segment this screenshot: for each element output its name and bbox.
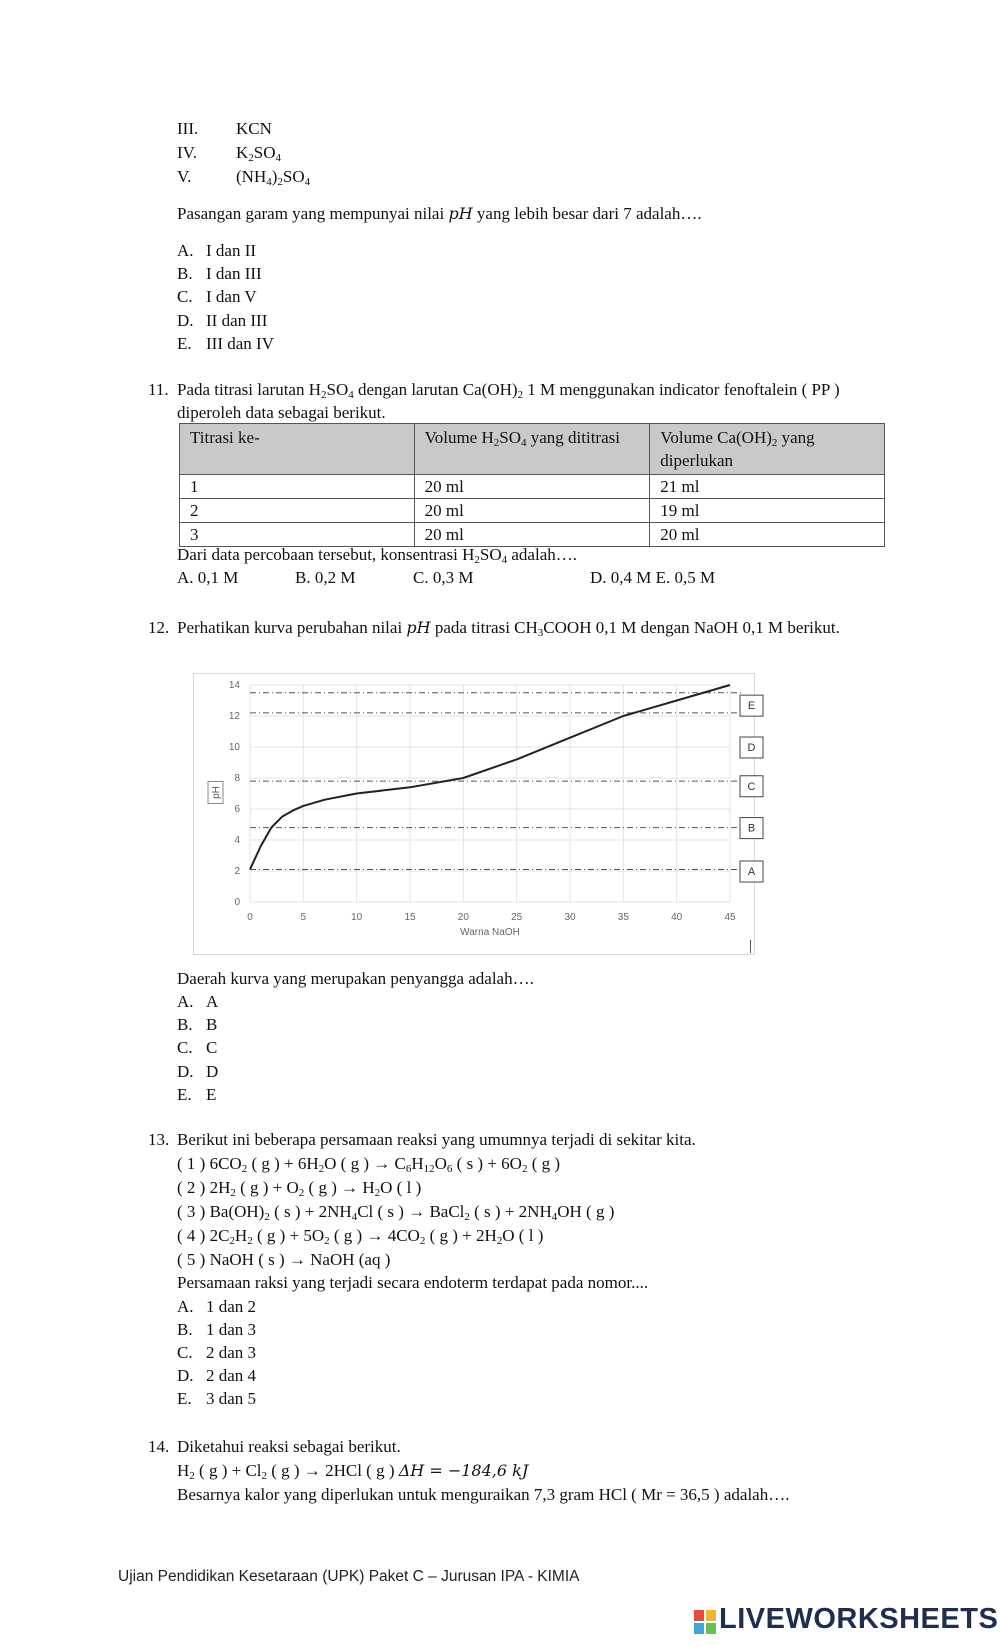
table-cell: 2 bbox=[180, 499, 415, 523]
q13-equation-5: ( 5 ) NaOH ( s ) → NaOH (aq ) bbox=[177, 1250, 391, 1269]
chart-edge-mark bbox=[750, 940, 751, 953]
liveworksheets-logo-icon bbox=[694, 1610, 716, 1634]
x-tick-label: 25 bbox=[511, 912, 523, 923]
table-cell: 20 ml bbox=[650, 523, 885, 547]
q14-intro: Diketahui reaksi sebagai berikut. bbox=[177, 1437, 401, 1456]
x-tick-label: 10 bbox=[351, 912, 363, 923]
q12-option-b[interactable]: B. B bbox=[177, 1015, 218, 1034]
q11-question: Dari data percobaan tersebut, konsentrasi $H_2SO_4$ adalah…. bbox=[177, 545, 577, 566]
x-tick-label: 0 bbox=[247, 912, 253, 923]
region-label-d: D bbox=[747, 742, 756, 754]
q11-option-d-e[interactable]: D. 0,4 M E. 0,5 M bbox=[590, 568, 716, 587]
y-tick-label: 2 bbox=[234, 866, 240, 877]
q11-line-2: diperoleh data sebagai berikut. bbox=[177, 403, 386, 422]
q13-number: 13. bbox=[148, 1130, 170, 1149]
table-cell: 1 bbox=[180, 475, 415, 499]
q11-option-a[interactable]: A. 0,1 M bbox=[177, 568, 239, 587]
titration-table bbox=[179, 423, 885, 547]
x-tick-label: 30 bbox=[564, 912, 576, 923]
y-tick-label: 4 bbox=[234, 835, 240, 846]
q13-option-a[interactable]: A. 1 dan 2 bbox=[177, 1297, 257, 1316]
x-tick-label: 45 bbox=[724, 912, 736, 923]
q12-option-a[interactable]: A. A bbox=[177, 992, 219, 1011]
footer-text: Ujian Pendidikan Kesetaraan (UPK) Paket C – Jurusan IPA - KIMIA bbox=[118, 1568, 580, 1585]
x-tick-label: 40 bbox=[671, 912, 683, 923]
table-cell: 21 ml bbox=[650, 475, 885, 499]
table-cell: 20 ml bbox=[414, 523, 650, 547]
q10-option-d[interactable]: D. II dan III bbox=[177, 311, 268, 330]
table-cell: 3 bbox=[180, 523, 415, 547]
q13-option-e[interactable]: E. 3 dan 5 bbox=[177, 1389, 257, 1408]
q12-number: 12. bbox=[148, 618, 170, 637]
table-cell: 20 ml bbox=[414, 475, 650, 499]
q11-option-c[interactable]: C. 0,3 M bbox=[413, 568, 474, 587]
x-axis-label: Warna NaOH bbox=[460, 927, 520, 938]
q11-option-b[interactable]: B. 0,2 M bbox=[295, 568, 356, 587]
table-row bbox=[180, 499, 885, 523]
q13-option-d[interactable]: D. 2 dan 4 bbox=[177, 1366, 257, 1385]
liveworksheets-logo[interactable]: LIVEWORKSHEETS bbox=[719, 1603, 999, 1635]
q12-option-e[interactable]: E. E bbox=[177, 1085, 217, 1104]
y-tick-label: 10 bbox=[228, 742, 240, 753]
q12-question: Daerah kurva yang merupakan penyangga adalah…. bbox=[177, 969, 534, 988]
q10-option-b[interactable]: B. I dan III bbox=[177, 264, 262, 283]
table-row bbox=[180, 523, 885, 547]
q13-question: Persamaan raksi yang terjadi secara endoterm terdapat pada nomor.... bbox=[177, 1273, 649, 1292]
q10-option-e[interactable]: E. III dan IV bbox=[177, 334, 274, 353]
q13-equation-1: ( 1 ) $6CO_2$ ( g ) + $6H_2O$ ( g ) → $C_6H_{12}O_6$ ( s ) + $6O_2$ ( g ) bbox=[177, 1154, 561, 1175]
y-tick-label: 14 bbox=[228, 680, 240, 691]
q13-equation-2: ( 2 ) $2H_2$ ( g ) + $O_2$ ( g ) → $H_2O$ ( l ) bbox=[177, 1178, 422, 1199]
q12-option-d[interactable]: D. D bbox=[177, 1062, 219, 1081]
table-cell: 20 ml bbox=[414, 499, 650, 523]
x-tick-label: 20 bbox=[457, 912, 469, 923]
table-header-cell: Volume $Ca(OH)_2$ yang diperlukan bbox=[650, 424, 885, 475]
region-label-b: B bbox=[747, 822, 756, 835]
table-header-cell: Titrasi ke- bbox=[180, 424, 415, 475]
table-cell: 19 ml bbox=[650, 499, 885, 523]
y-tick-label: 8 bbox=[234, 773, 240, 784]
table-row bbox=[180, 475, 885, 499]
q12-line: Perhatikan kurva perubahan nilai pH pada titrasi $CH_3COOH$ 0,1 M dengan NaOH 0,1 M berikut. bbox=[177, 618, 840, 639]
q14-number: 14. bbox=[148, 1437, 170, 1456]
y-tick-label: 12 bbox=[228, 711, 240, 722]
q13-equation-4: ( 4 ) $2C_2H_2$ ( g ) + $5O_2$ ( g ) → $4CO_2$ ( g ) + $2H_2O$ ( l ) bbox=[177, 1226, 544, 1247]
q13-equation-3: ( 3 ) $Ba(OH)_2$ ( s ) + $2NH_4Cl$ ( s ) → BaCl$_2$ ( s ) + $2NH_4OH$ ( g ) bbox=[177, 1202, 615, 1223]
x-tick-label: 35 bbox=[617, 912, 629, 923]
y-tick-label: 0 bbox=[234, 897, 240, 908]
x-tick-label: 5 bbox=[300, 912, 307, 923]
q10-option-a[interactable]: A. I dan II bbox=[177, 241, 257, 260]
q10-question: Pasangan garam yang mempunyai nilai pH yang lebih besar dari 7 adalah…. bbox=[177, 204, 702, 223]
table-header-row bbox=[180, 424, 885, 475]
q14-reaction: $H_2$ ( g ) + $Cl_2$ ( g ) → 2HCl ( g ) ΔH = −184,6 kJ bbox=[177, 1461, 529, 1482]
q12-option-c[interactable]: C. C bbox=[177, 1038, 218, 1057]
q10-option-c[interactable]: C. I dan V bbox=[177, 287, 257, 306]
ph-titration-chart bbox=[193, 673, 755, 955]
q13-option-b[interactable]: B. 1 dan 3 bbox=[177, 1320, 257, 1339]
region-label-c: C bbox=[747, 780, 756, 793]
region-label-a: A bbox=[747, 866, 756, 878]
q14-question: Besarnya kalor yang diperlukan untuk menguraikan 7,3 gram HCl ( Mr = 36,5 ) adalah…. bbox=[177, 1485, 790, 1504]
table-header-cell: Volume $H_2SO_4$ yang dititrasi bbox=[414, 424, 650, 475]
y-axis-label: pH bbox=[211, 786, 222, 799]
q13-intro: Berikut ini beberapa persamaan reaksi yang umumnya terjadi di sekitar kita. bbox=[177, 1130, 696, 1149]
y-tick-label: 6 bbox=[234, 804, 240, 815]
chart-svg bbox=[194, 674, 754, 954]
q11-number: 11. bbox=[148, 380, 169, 399]
region-label-e: E bbox=[747, 700, 756, 713]
q11-line-1: Pada titrasi larutan $H_2SO_4$ dengan larutan $Ca(OH)_2$ 1 M menggunakan indicator fenoftalein ( PP ) bbox=[177, 380, 840, 401]
x-tick-label: 15 bbox=[404, 912, 416, 923]
q13-option-c[interactable]: C. 2 dan 3 bbox=[177, 1343, 257, 1362]
